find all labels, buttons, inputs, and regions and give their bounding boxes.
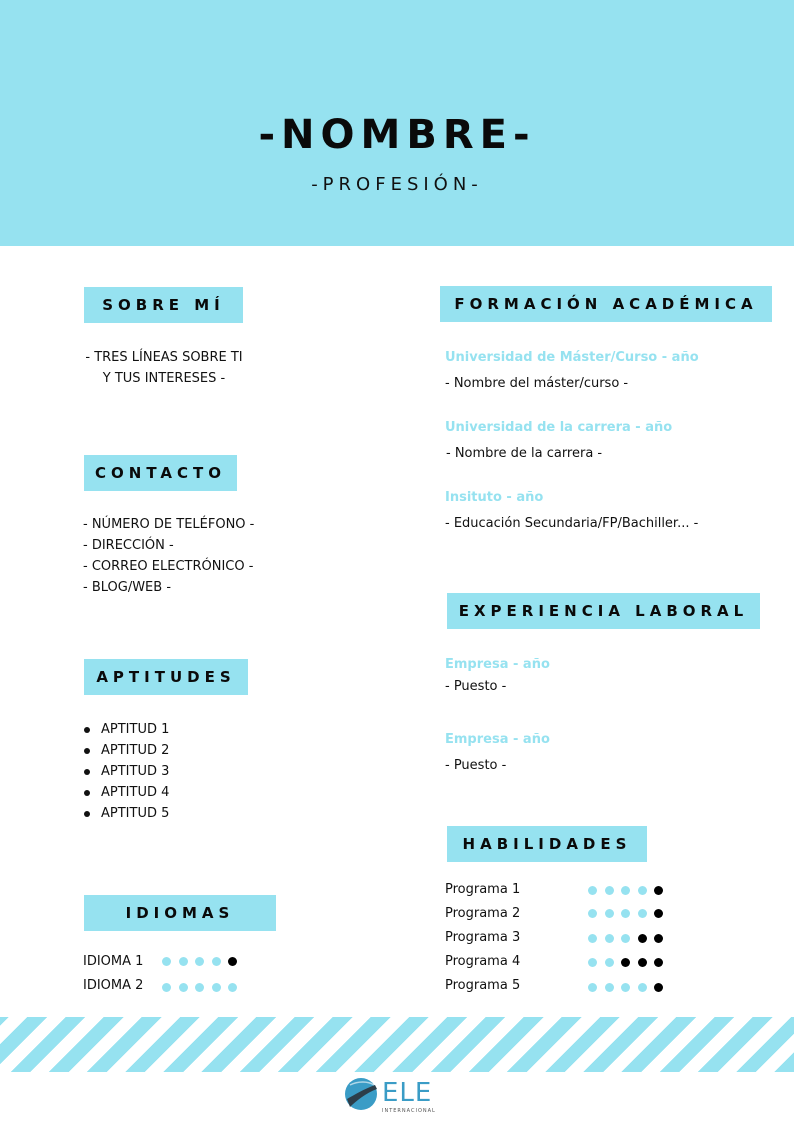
rating-dot-filled-icon [621,958,630,967]
ability-rating [588,983,663,992]
rating-dot-empty-icon [162,983,171,992]
experience-company: Empresa - año [445,657,550,672]
logo-wordmark: ELE [382,1077,433,1108]
about-text [84,347,244,389]
experience-position: - Puesto - [445,758,507,773]
rating-dot-filled-icon [654,983,663,992]
contact-email: - CORREO ELECTRÓNICO - [83,559,254,574]
experience-company: Empresa - año [445,732,550,747]
person-profession: -PROFESIÓN- [311,174,483,195]
rating-dot-empty-icon [195,957,204,966]
contact-list [83,514,254,598]
rating-dot-empty-icon [588,886,597,895]
aptitudes-list [84,719,169,824]
section-title-contact: CONTACTO [84,455,237,491]
section-title-languages: IDIOMAS [84,895,276,931]
education-school: Universidad de Máster/Curso - año [445,350,699,365]
ele-logo [344,1077,436,1116]
ability-label: Programa 5 [445,978,521,993]
education-degree: - Nombre de la carrera - [446,446,603,461]
rating-dot-empty-icon [162,957,171,966]
language-rating [162,983,237,992]
rating-dot-empty-icon [212,957,221,966]
education-school: Insituto - año [445,490,544,505]
contact-phone: - NÚMERO DE TELÉFONO - [83,517,255,532]
ability-label: Programa 3 [445,930,521,945]
ability-label: Programa 4 [445,954,521,969]
education-school: Universidad de la carrera - año [445,420,673,435]
ability-rating [588,909,663,918]
rating-dot-empty-icon [621,909,630,918]
aptitude-item: APTITUD 3 [84,761,169,782]
rating-dot-empty-icon [588,983,597,992]
rating-dot-empty-icon [605,958,614,967]
globe-swoosh-icon [344,1077,378,1116]
rating-dot-empty-icon [621,983,630,992]
rating-dot-filled-icon [654,958,663,967]
rating-dot-filled-icon [638,934,647,943]
section-title-about: SOBRE MÍ [84,287,243,323]
rating-dot-empty-icon [638,886,647,895]
rating-dot-empty-icon [621,886,630,895]
section-title-aptitudes: APTITUDES [84,659,248,695]
rating-dot-empty-icon [228,983,237,992]
experience-position: - Puesto - [445,679,507,694]
rating-dot-empty-icon [195,983,204,992]
language-label: IDIOMA 2 [83,978,144,993]
person-name: -NOMBRE- [258,112,536,158]
rating-dot-empty-icon [621,934,630,943]
decorative-stripes [0,1017,794,1072]
ability-label: Programa 1 [445,882,521,897]
rating-dot-empty-icon [179,957,188,966]
rating-dot-empty-icon [605,983,614,992]
education-degree: - Nombre del máster/curso - [445,376,629,391]
rating-dot-empty-icon [605,934,614,943]
section-title-experience: EXPERIENCIA LABORAL [447,593,760,629]
aptitude-item: APTITUD 2 [84,740,169,761]
ability-rating [588,958,663,967]
rating-dot-empty-icon [588,958,597,967]
rating-dot-filled-icon [654,886,663,895]
rating-dot-empty-icon [638,909,647,918]
rating-dot-empty-icon [212,983,221,992]
contact-blog: - BLOG/WEB - [83,580,172,595]
rating-dot-filled-icon [228,957,237,966]
rating-dot-empty-icon [605,886,614,895]
rating-dot-filled-icon [654,909,663,918]
education-degree: - Educación Secundaria/FP/Bachiller... - [445,516,699,531]
section-title-abilities: HABILIDADES [447,826,647,862]
section-title-education: FORMACIÓN ACADÉMICA [440,286,772,322]
about-line: - TRES LÍNEAS SOBRE TI [85,350,243,365]
ability-rating [588,934,663,943]
rating-dot-empty-icon [588,934,597,943]
ability-label: Programa 2 [445,906,521,921]
rating-dot-empty-icon [179,983,188,992]
rating-dot-empty-icon [638,983,647,992]
aptitude-item: APTITUD 1 [84,719,169,740]
ability-rating [588,886,663,895]
language-label: IDIOMA 1 [83,954,144,969]
contact-address: - DIRECCIÓN - [83,538,174,553]
about-line: Y TUS INTERESES - [102,371,226,386]
rating-dot-empty-icon [605,909,614,918]
logo-subtitle: INTERNACIONAL [382,1107,436,1114]
aptitude-item: APTITUD 5 [84,803,169,824]
rating-dot-filled-icon [638,958,647,967]
rating-dot-filled-icon [654,934,663,943]
rating-dot-empty-icon [588,909,597,918]
aptitude-item: APTITUD 4 [84,782,169,803]
language-rating [162,957,237,966]
